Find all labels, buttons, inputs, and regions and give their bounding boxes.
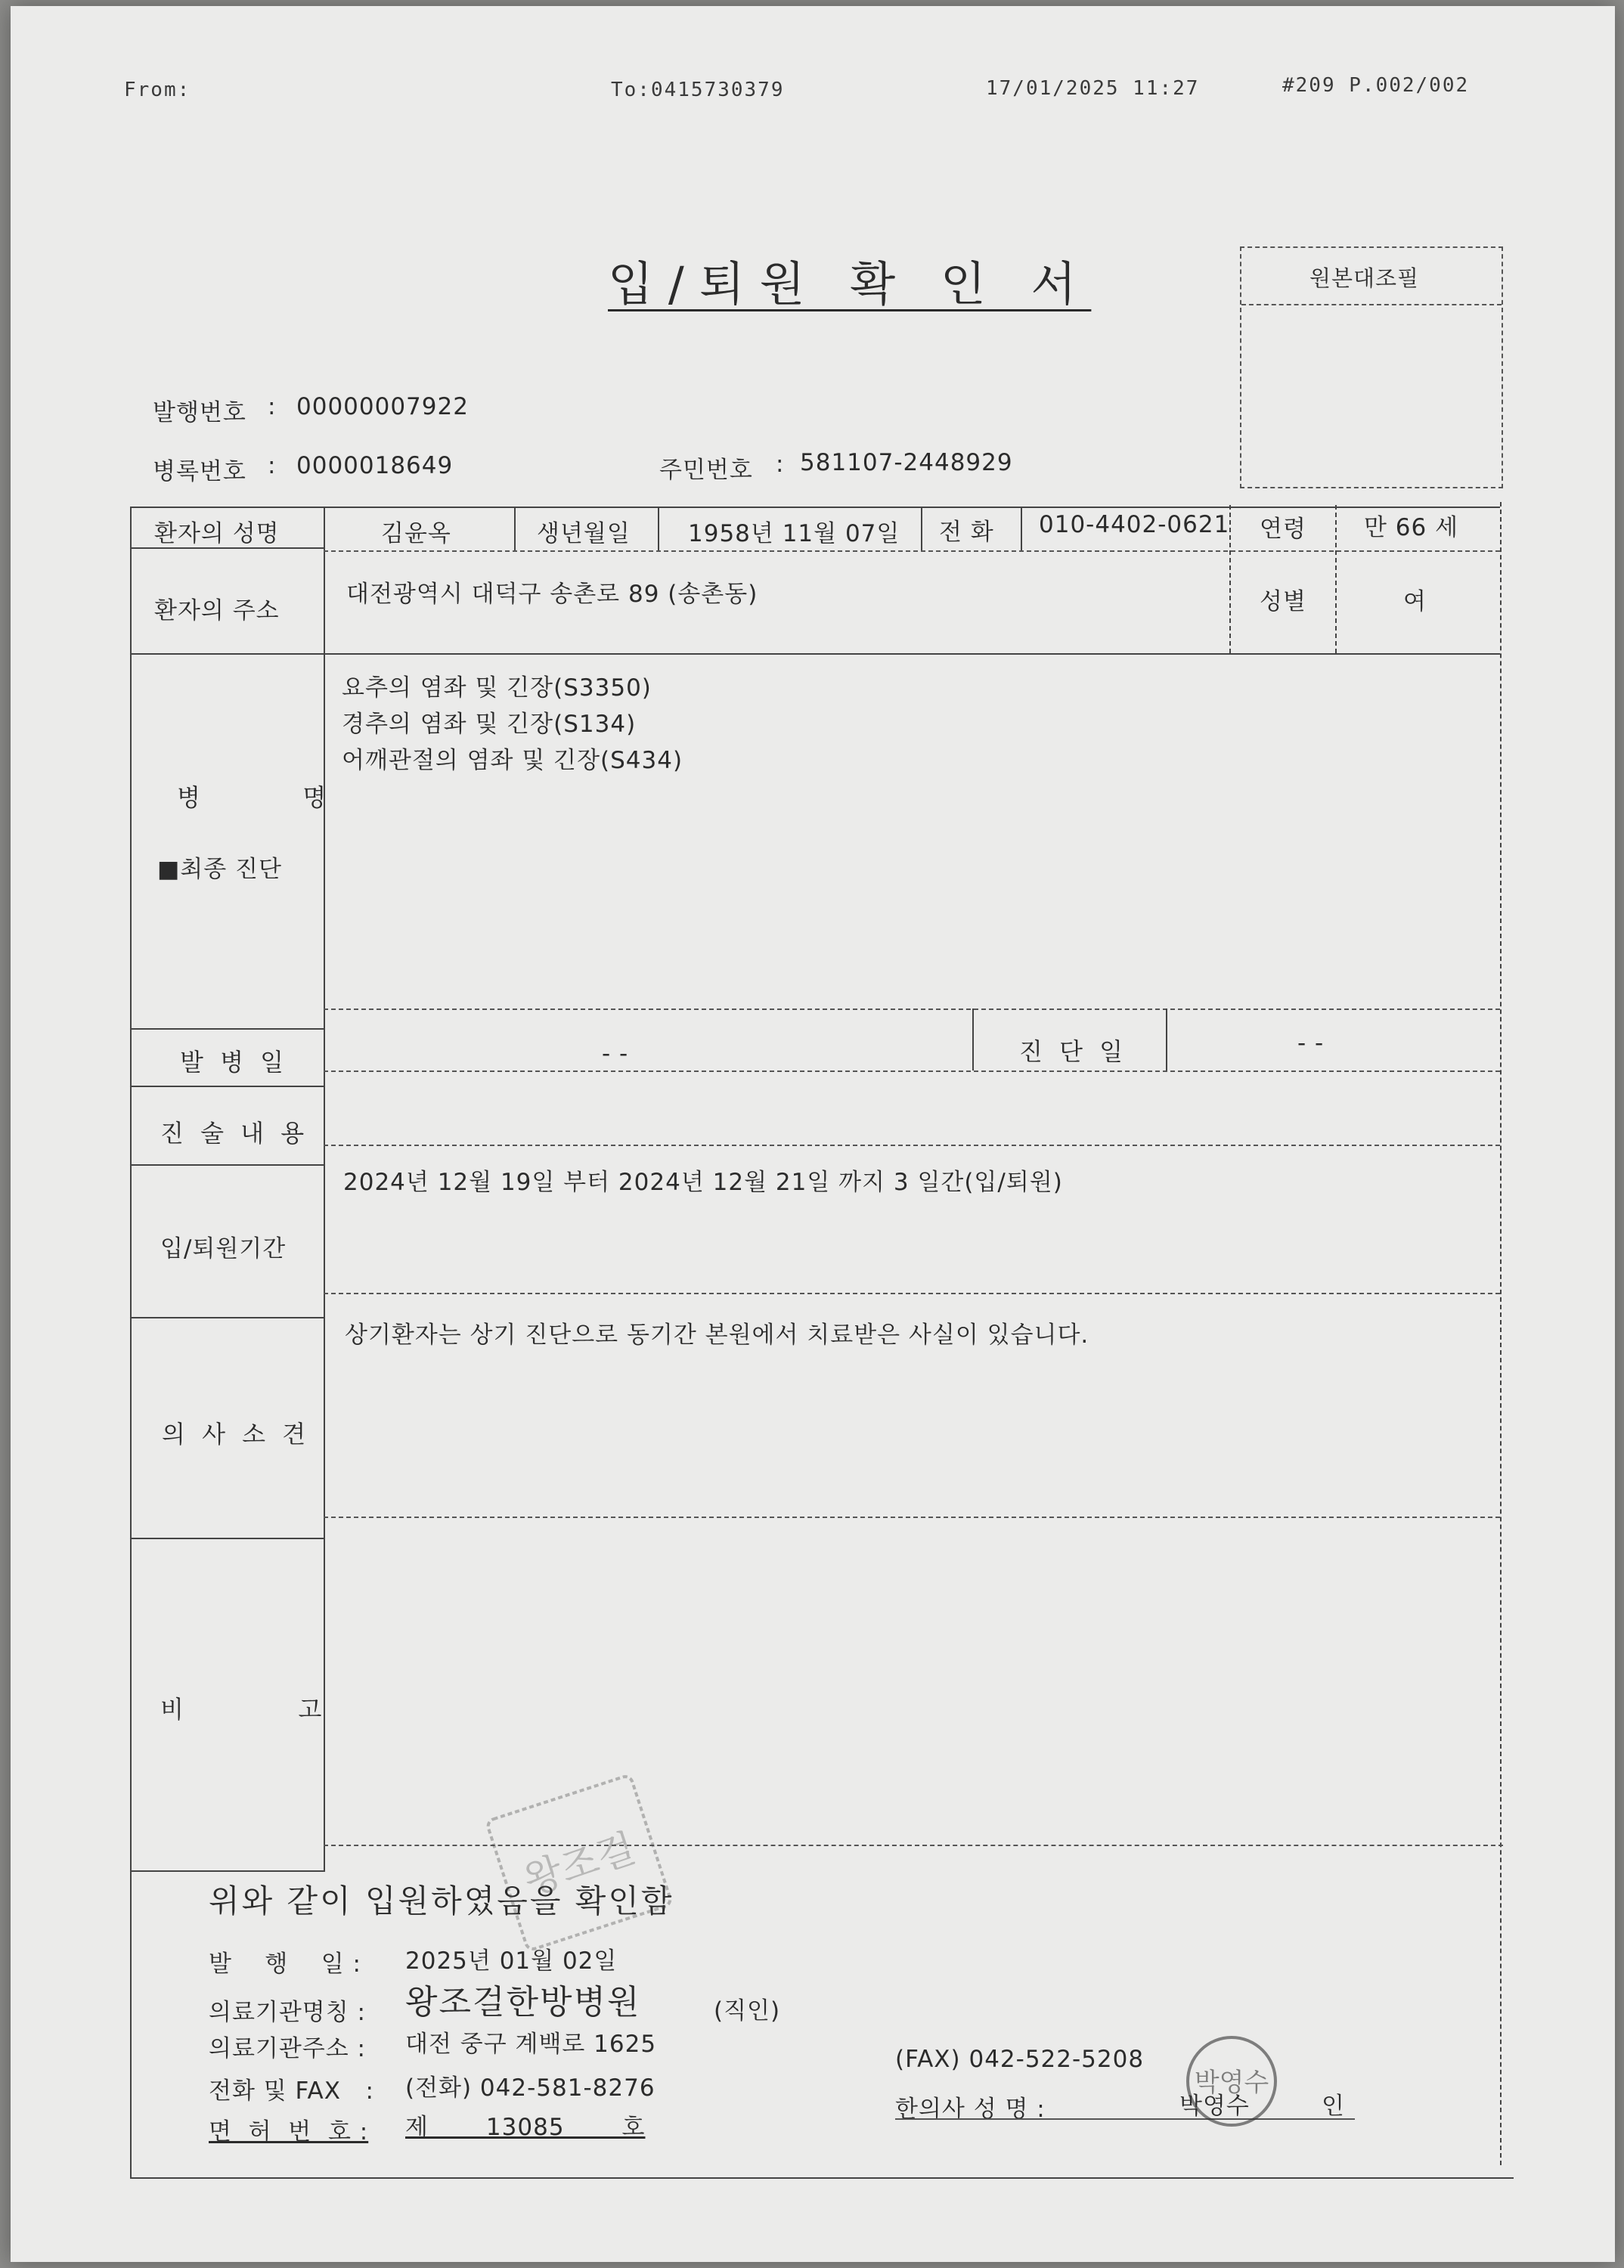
- doctor-seal-stamp: [1175, 2025, 1288, 2138]
- diagnosis-item: 요추의 염좌 및 긴장(S3350): [342, 674, 652, 702]
- issue-date: 2025년 01월 02일: [405, 1947, 618, 1975]
- opinion-text: 상기환자는 상기 진단으로 동기간 본원에서 치료받은 사실이 있습니다.: [345, 1321, 1089, 1349]
- address: 대전광역시 대덕구 송촌로 89 (송촌동): [346, 581, 758, 608]
- hospital-name: 왕조걸한방병원: [405, 1983, 641, 2022]
- row-line: [324, 1293, 1500, 1294]
- chart-no: 0000018649: [296, 452, 454, 479]
- fax-to: To:0415730379: [611, 79, 785, 101]
- diagnosis-label: 병 명: [177, 783, 331, 812]
- fax-from: From:: [124, 79, 191, 101]
- row-line: [324, 1517, 1500, 1518]
- license-label: 면 허 번 호 :: [209, 2118, 369, 2146]
- row-line: [324, 1009, 1500, 1010]
- original-copy-box: [1240, 246, 1503, 488]
- resident-no-label: 주민번호: [659, 457, 753, 484]
- hospital-address: 대전 중구 계백로 1625: [405, 2031, 657, 2058]
- table-border-right: [1500, 502, 1502, 2165]
- age: 만 66 세: [1364, 514, 1459, 541]
- sex-label: 성별: [1260, 588, 1306, 615]
- dob-label: 생년월일: [537, 520, 631, 547]
- row-line: [130, 507, 1500, 508]
- phone-label: 전 화: [939, 519, 994, 546]
- table-border-left: [130, 507, 132, 2177]
- dob: 1958년 11월 07일: [688, 520, 900, 547]
- fax-datetime: 17/01/2025 11:27: [986, 77, 1200, 100]
- tel: (전화) 042-581-8276: [405, 2074, 655, 2102]
- row-line: [130, 1870, 324, 1872]
- row-line: [130, 1028, 324, 1030]
- row-line: [324, 1145, 1500, 1146]
- colon: :: [268, 393, 277, 420]
- resident-no: 581107-2448929: [800, 449, 1013, 476]
- cell-divider: [972, 1009, 974, 1070]
- period-text: 2024년 12월 19일 부터 2024년 12월 21일 까지 3 일간(입/퇴원): [343, 1169, 1063, 1196]
- issue-no: 00000007922: [296, 393, 469, 420]
- issue-date-label: 발 행 일 :: [209, 1950, 361, 1978]
- hospital-name-label: 의료기관명칭 :: [209, 1999, 366, 2026]
- colon: :: [776, 451, 785, 478]
- doctor-name: 박영수: [1179, 2093, 1250, 2120]
- original-copy-label: 원본대조필: [1309, 265, 1420, 291]
- statement-label: 진 술 내 용: [160, 1119, 309, 1148]
- label-column-divider: [324, 508, 325, 1872]
- remarks-label: 비 고: [160, 1695, 327, 1724]
- row-line: [130, 1164, 324, 1166]
- license-value: 제 13085 호: [405, 2114, 646, 2141]
- svg-text:박영수: 박영수: [1194, 2068, 1269, 2098]
- phone: 010-4402-0621: [1039, 511, 1230, 538]
- period-label: 입/퇴원기간: [160, 1235, 287, 1263]
- onset-value: - -: [602, 1040, 629, 1067]
- cell-divider: [1166, 1009, 1167, 1070]
- hospital-seal-stamp: [473, 1765, 685, 1961]
- row-line: [130, 1317, 324, 1318]
- cell-divider: [514, 508, 516, 550]
- cell-divider: [1021, 508, 1022, 550]
- cell-divider: [921, 508, 922, 550]
- row-line: [130, 1086, 324, 1087]
- tel-fax-label: 전화 및 FAX :: [209, 2077, 374, 2105]
- fax-page: #209 P.002/002: [1282, 74, 1470, 97]
- final-diagnosis-label: ■최종 진단: [157, 856, 282, 883]
- document-page: [11, 6, 1615, 2262]
- patient-name: 김윤옥: [381, 520, 451, 547]
- cell-divider: [1335, 505, 1337, 653]
- fax: (FAX) 042-522-5208: [895, 2046, 1145, 2073]
- chart-no-label: 병록번호: [153, 458, 246, 485]
- diagnosis-item: 경추의 염좌 및 긴장(S134): [342, 711, 637, 738]
- doctor-label: 한의사 성 명 :: [895, 2096, 1046, 2123]
- hospital-address-label: 의료기관주소 :: [209, 2035, 366, 2062]
- seal-note: (직인): [714, 1997, 781, 2025]
- issue-no-label: 발행번호: [153, 399, 246, 426]
- doctor-suffix: 인: [1322, 2093, 1345, 2120]
- diag-date-value: - -: [1297, 1030, 1325, 1057]
- row-line: [130, 1538, 324, 1539]
- diag-date-label: 진 단 일: [1019, 1037, 1128, 1066]
- cell-divider: [658, 508, 659, 550]
- opinion-label: 의 사 소 견: [162, 1420, 311, 1448]
- table-border-bottom: [130, 2177, 1514, 2179]
- document-title: 입/퇴원 확 인 서: [608, 256, 1092, 311]
- row-line: [130, 653, 1500, 655]
- row-line: [324, 550, 1500, 552]
- svg-text:왕조걸: 왕조걸: [518, 1826, 641, 1904]
- age-label: 연령: [1260, 516, 1306, 543]
- confirm-text: 위와 같이 입원하였음을 확인함: [209, 1882, 674, 1919]
- address-label: 환자의 주소: [154, 597, 280, 624]
- onset-label: 발 병 일: [180, 1048, 289, 1077]
- row-line: [324, 1070, 1500, 1072]
- diagnosis-item: 어깨관절의 염좌 및 긴장(S434): [342, 747, 683, 774]
- patient-name-label: 환자의 성명: [154, 520, 280, 547]
- colon: :: [268, 452, 277, 479]
- sex: 여: [1403, 588, 1427, 615]
